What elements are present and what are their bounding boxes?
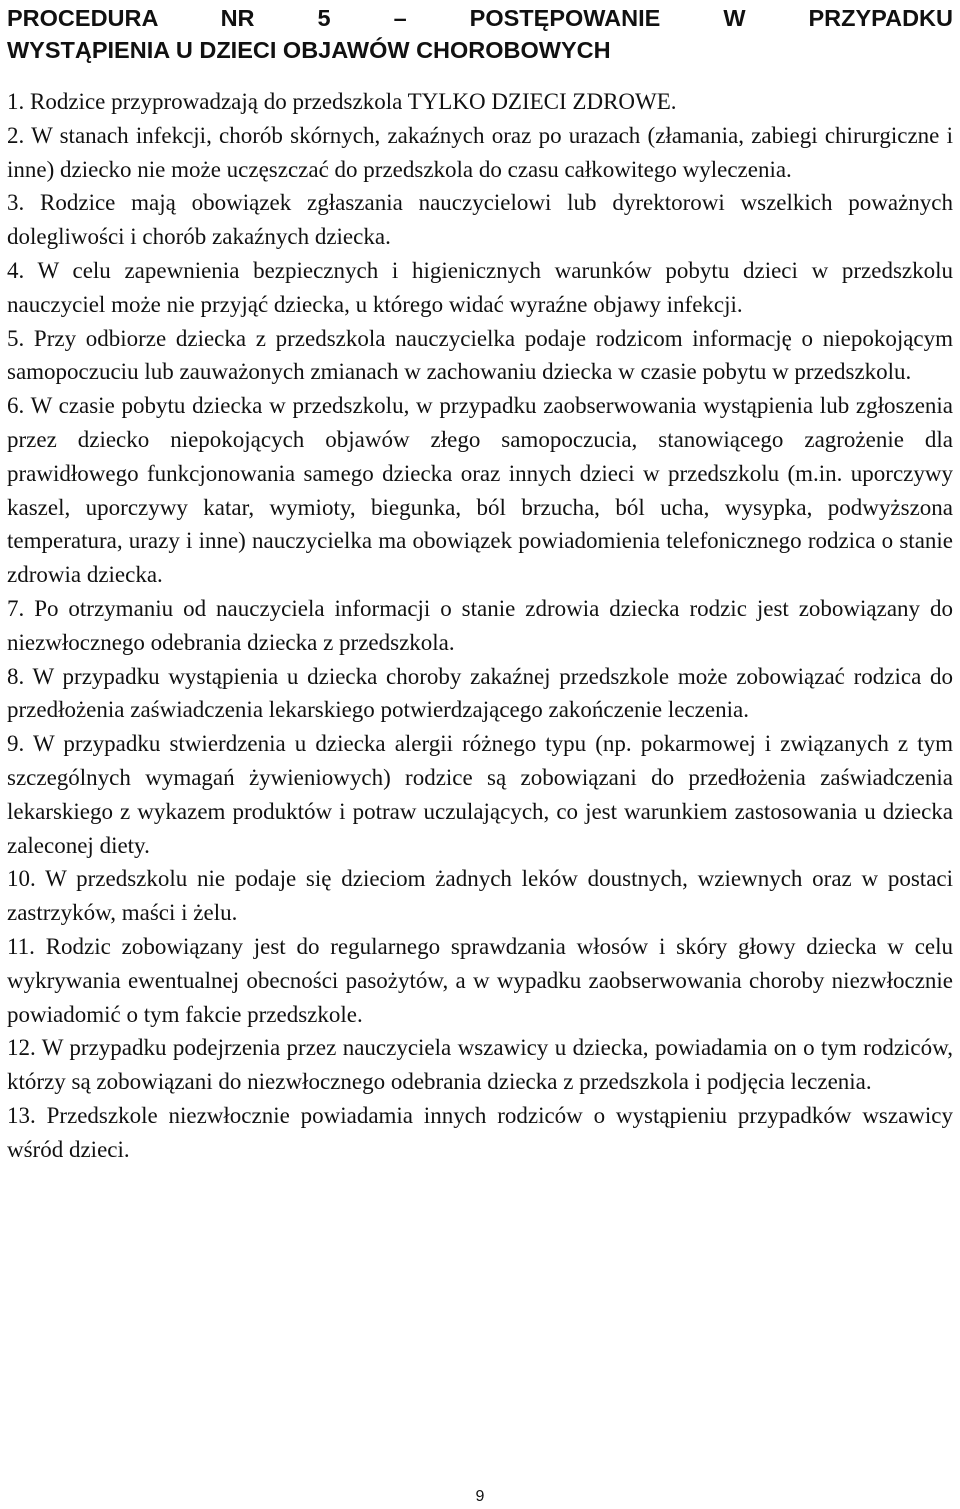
item-text: W przypadku stwierdzenia u dziecka alergii różnego typu (np. pokarmowej i związanych z tym szczególnych wymagań żywieniowych) rodzice są zobowiązani do przedłożenia zaświadczenia lekarskiego z wykazem produktów i potraw uczulających, co jest warunkiem zastosowania u dziecka zaleconej diety. [7,731,953,858]
item-text: Przedszkole niezwłocznie powiadamia innych rodziców o wystąpieniu przypadków wszawicy wśród dzieci. [7,1102,954,1162]
list-item [7,186,953,254]
item-number: 11. [7,933,35,959]
list-item [7,592,953,660]
item-text: W przypadku podejrzenia przez nauczyciela wszawicy u dziecka, powiadamia on o tym rodziców, którzy są zobowiązani do niezwłocznego odebrania dziecka z przedszkola i podjęcia leczenia. [7,1035,954,1095]
page-number: 9 [475,1488,485,1505]
item-number: 10. [7,866,36,892]
list-item [7,862,953,930]
item-text: Przy odbiorze dziecka z przedszkola nauczycielka podaje rodzicom informację o niepokojącym samopoczuciu lub zauważonych zmianach w zachowaniu dziecka w czasie pobytu w przedszkolu. [7,325,954,385]
list-item [7,322,953,390]
item-number: 1. [7,89,25,114]
list-item [7,119,953,187]
procedure-title-line-1: PROCEDURA NR 5 – POSTĘPOWANIE W PRZYPADKU [7,5,953,31]
item-text: Rodzice przyprowadzają do przedszkola TYLKO DZIECI ZDROWE. [30,89,677,114]
item-text: W przypadku wystąpienia u dziecka choroby zakaźnej przedszkole może zobowiązać rodzica do przedłożenia zaświadczenia lekarskiego potwierdzającego zakończenie leczenia. [7,663,953,723]
list-item [7,254,953,322]
list-item [7,1099,953,1167]
item-number: 13. [7,1102,36,1128]
item-text: Rodzice mają obowiązek zgłaszania nauczycielowi lub dyrektorowi wszelkich poważnych dolegliwości i chorób zakaźnych dziecka. [7,190,953,250]
item-number: 7. [7,595,25,621]
item-text: Rodzic zobowiązany jest do regularnego sprawdzania włosów i skóry głowy dziecka w celu wykrywania ewentualnej obecności pasożytów, a w wypadku zaobserwowania choroby niezwłocznie powiadomić o tym fakcie przedszkole. [7,933,954,1027]
list-item [7,389,953,592]
list-item [7,930,953,1031]
item-text: Po otrzymaniu od nauczyciela informacji o stanie zdrowia dziecka rodzic jest zobowiązany do niezwłocznego odebrania dziecka z przedszkola. [7,595,953,655]
item-text: W przedszkolu nie podaje się dzieciom żadnych leków doustnych, wziewnych oraz w postaci zastrzyków, maści i żelu. [7,866,953,926]
item-text: W czasie pobytu dziecka w przedszkolu, w przypadku zaobserwowania wystąpienia lub zgłoszenia przez dziecko niepokojących objawów złego samopoczucia, stanowiącego zagrożenie dla prawidłowego funkcjonowania samego dziecka oraz innych dzieci w przedszkolu (m.in. uporczywy kaszel, uporczywy katar, wymioty, biegunka, ból brzucha, ból ucha, wysypka, podwyższona temperatura, urazy i inne) nauczycielka ma obowiązek powiadomienia telefonicznego rodzica o stanie zdrowia dziecka. [7,393,953,588]
list-item [7,1031,953,1099]
item-number: 6. [7,393,25,419]
item-text: W celu zapewnienia bezpiecznych i higienicznych warunków pobytu dzieci w przedszkolu nauczyciel może nie przyjąć dziecka, u którego widać wyraźne objawy infekcji. [7,257,953,317]
item-number: 3. [7,190,25,216]
document-page [7,0,953,1167]
item-number: 2. [7,122,25,148]
item-number: 5. [7,325,25,351]
item-number: 8. [7,663,25,689]
item-number: 4. [7,257,25,283]
procedure-title-line-2: WYSTĄPIENIA U DZIECI OBJAWÓW CHOROBOWYCH [7,37,611,63]
procedure-list [7,85,953,1167]
list-item [7,85,953,119]
item-number: 12. [7,1035,36,1061]
item-text: W stanach infekcji, chorób skórnych, zakaźnych oraz po urazach (złamania, zabiegi chirurgiczne i inne) dziecko nie może uczęszczać do przedszkola do czasu całkowitego wyleczenia. [7,122,953,182]
list-item [7,660,953,728]
list-item [7,727,953,862]
item-number: 9. [7,731,25,757]
